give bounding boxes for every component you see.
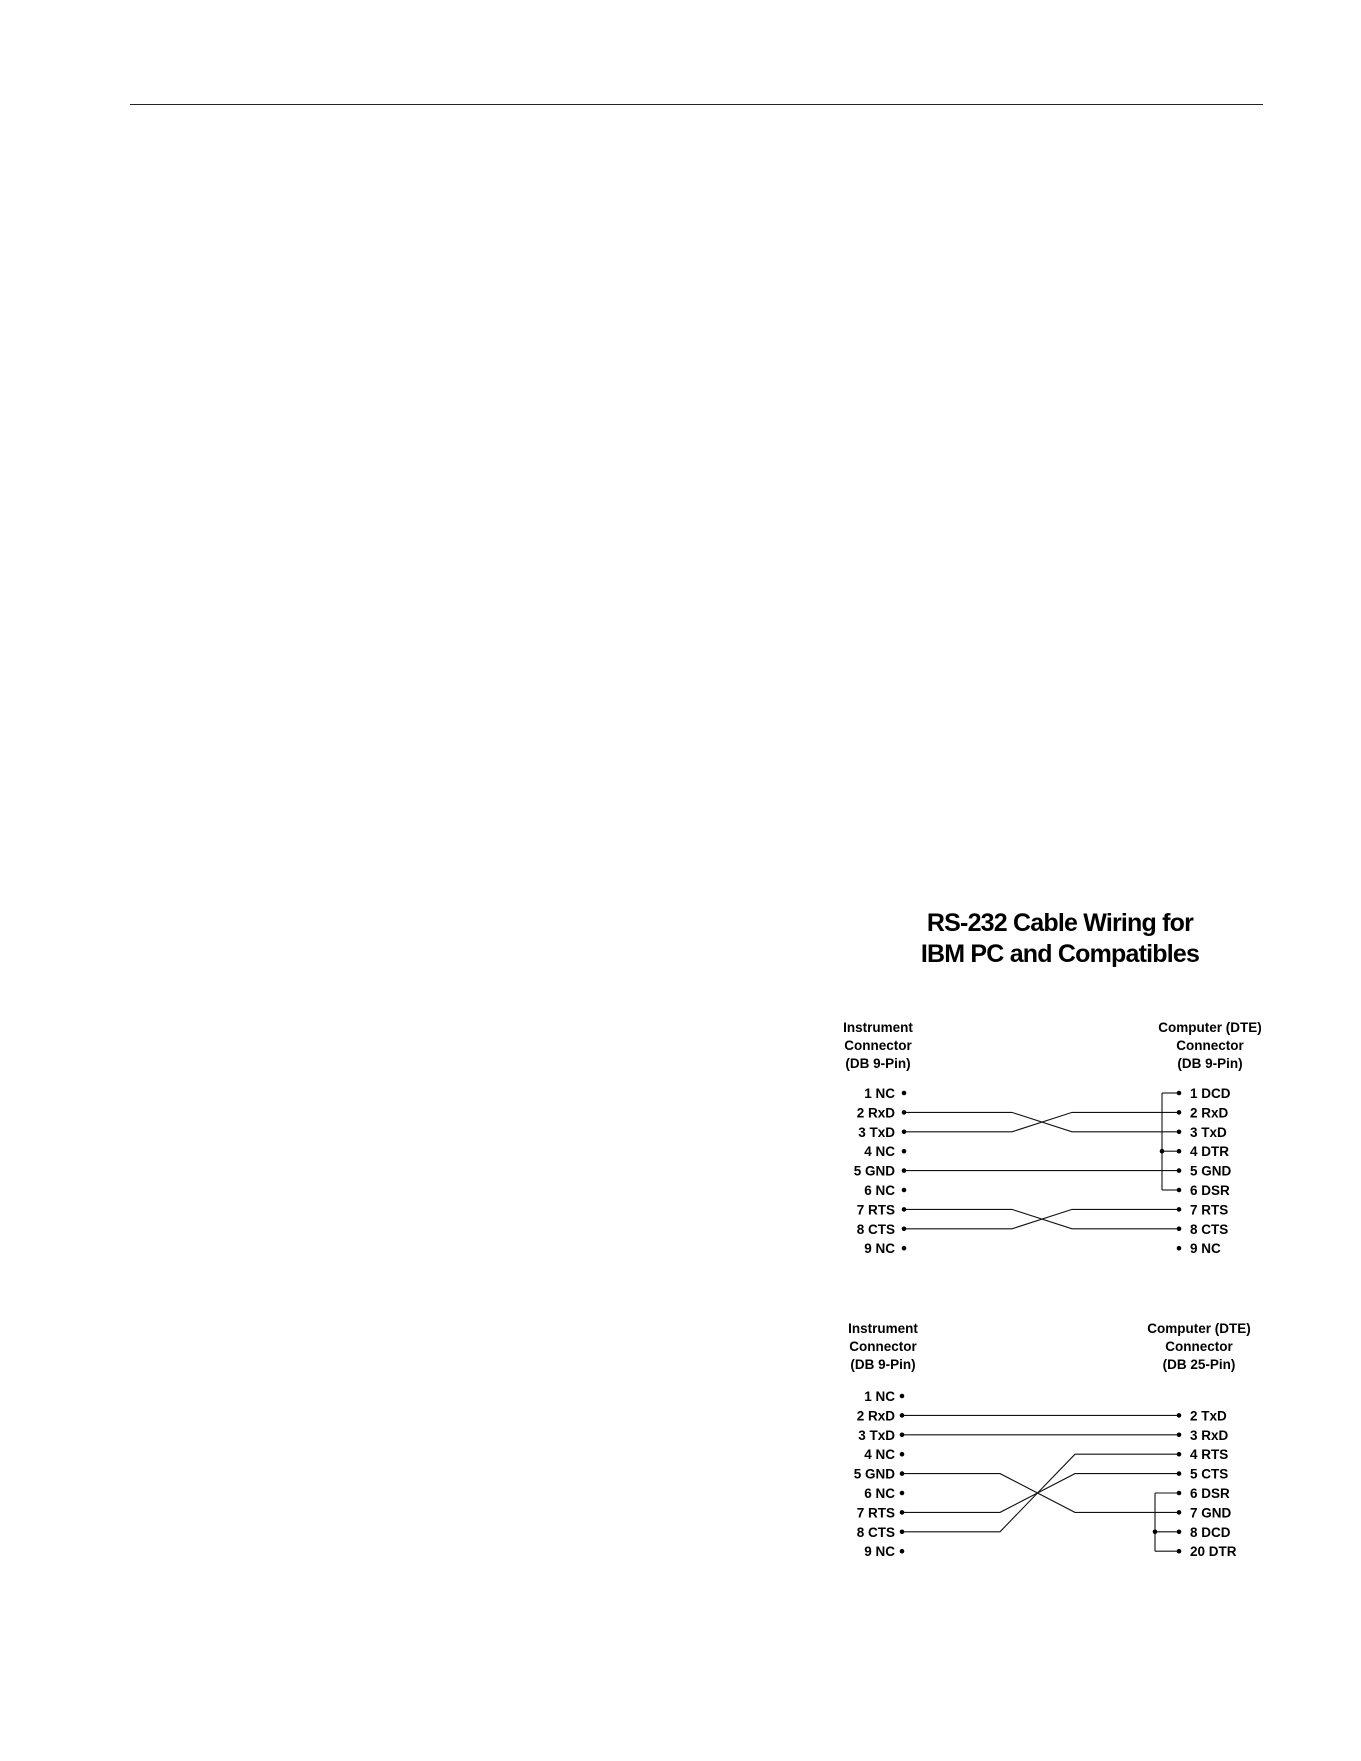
diagram-2-right-pin-label: 5 CTS — [1190, 1466, 1229, 1482]
diagram-1-left-pin-label: 7 RTS — [856, 1202, 895, 1218]
diagram-1-right-pin-2-rxd-dot — [1177, 1110, 1182, 1115]
diagram-1-left-pin-9-nc-dot — [902, 1246, 907, 1251]
diagram-2-right-header-line: (DB 25-Pin) — [1162, 1357, 1236, 1372]
diagram-1-left-pin-6-nc-dot — [902, 1188, 907, 1193]
diagram-2-right-pin-label: 6 DSR — [1190, 1486, 1230, 1501]
diagram-1-right-pin-9-nc-dot — [1177, 1246, 1182, 1251]
diagram-2-left-pin-3-txd-dot — [900, 1433, 905, 1438]
diagram-1-left-pin-label: 1 NC — [864, 1086, 895, 1101]
diagram-1-left-pin-label: 3 TxD — [858, 1124, 895, 1140]
diagram-1-left-pin-2-rxd-dot — [902, 1110, 907, 1115]
diagram-1-left-pin-5-gnd-dot — [902, 1168, 907, 1173]
diagram-1-left-header-line: Connector — [844, 1038, 912, 1053]
diagram-1-right-pin-label: 5 GND — [1190, 1163, 1232, 1179]
diagram-1-left-pin-8-cts-dot — [902, 1227, 907, 1232]
diagram-2-right-header-line: Connector — [1165, 1339, 1233, 1354]
diagram-1-right-pin-label: 3 TxD — [1190, 1124, 1227, 1140]
diagram-2-right-header-line: Computer (DTE) — [1147, 1321, 1251, 1336]
diagram-1-right-pin-1-dcd-dot — [1177, 1091, 1182, 1096]
diagram-1-right-pin-5-gnd-dot — [1177, 1168, 1182, 1173]
diagram-2-left-pin-label: 9 NC — [864, 1544, 895, 1560]
diagram-2-right-pin-label: 8 DCD — [1190, 1524, 1231, 1540]
diagram-2-right-pin-4-rts-dot — [1177, 1452, 1182, 1457]
diagram-1-jumper-junction-4-dtr — [1160, 1149, 1165, 1154]
diagram-2-left-pin-4-nc-dot — [900, 1452, 905, 1457]
diagram-1-left-pin-7-rts-dot — [902, 1207, 907, 1212]
title-line-2: IBM PC and Compatibles — [920, 940, 1200, 968]
diagram-2-left-pin-5-gnd-dot — [900, 1471, 905, 1476]
diagram-2-left-pin-7-rts-dot — [900, 1510, 905, 1515]
diagram-1-right-pin-7-rts-dot — [1177, 1207, 1182, 1212]
diagram-2-right-pin-20-dtr-dot — [1177, 1549, 1182, 1554]
diagram-2-left-pin-6-nc-dot — [900, 1491, 905, 1496]
diagram-2-left-pin-label: 6 NC — [864, 1486, 895, 1501]
diagram-2-jumper-junction-8-dcd — [1153, 1530, 1158, 1535]
diagram-1-right-pin-label: 2 RxD — [1190, 1105, 1229, 1121]
diagram-2-left-pin-label: 5 GND — [853, 1466, 895, 1482]
diagram-1-right-pin-3-txd-dot — [1177, 1130, 1182, 1135]
diagram-2-left-header-line: Connector — [849, 1339, 917, 1354]
diagram-2-left-pin-label: 1 NC — [864, 1389, 895, 1404]
diagram-2-right-pin-2-txd-dot — [1177, 1413, 1182, 1418]
diagram-1-right-pin-label: 6 DSR — [1190, 1183, 1230, 1198]
diagram-2-left-pin-label: 3 TxD — [858, 1427, 895, 1443]
diagram-2-right-pin-label: 4 RTS — [1190, 1447, 1229, 1463]
diagram-2-wire-5-gnd-to-7-gnd — [904, 1474, 1177, 1513]
diagram-1-left-pin-4-nc-dot — [902, 1149, 907, 1154]
diagram-1-right-pin-label: 9 NC — [1190, 1241, 1221, 1257]
title-line-1: RS-232 Cable Wiring for — [926, 909, 1194, 937]
diagram-1-left-pin-label: 2 RxD — [856, 1105, 895, 1121]
diagram-2-left-pin-label: 4 NC — [864, 1447, 895, 1463]
diagram-1-right-pin-label: 7 RTS — [1190, 1202, 1229, 1218]
diagram-2-right-pin-8-dcd-dot — [1177, 1530, 1182, 1535]
diagram-2-wire-8-cts-to-4-rts — [904, 1454, 1177, 1532]
diagram-2-left-pin-8-cts-dot — [900, 1530, 905, 1535]
diagram-1-left-header-line: (DB 9-Pin) — [845, 1056, 911, 1071]
diagram-1-left-pin-label: 9 NC — [864, 1241, 895, 1257]
diagram-1-left-header-line: Instrument — [843, 1020, 913, 1035]
diagram-2-left-pin-label: 7 RTS — [856, 1505, 895, 1521]
diagram-2-wire-7-rts-to-5-cts — [904, 1474, 1177, 1513]
diagram-1-right-pin-label: 4 DTR — [1190, 1144, 1230, 1160]
diagram-1-wire-8-cts-to-7-rts — [906, 1209, 1177, 1228]
diagram-2-right-pin-6-dsr-dot — [1177, 1491, 1182, 1496]
diagram-2-left-header-line: (DB 9-Pin) — [850, 1357, 916, 1372]
diagram-2-left-pin-2-rxd-dot — [900, 1413, 905, 1418]
diagram-2-right-pin-label: 7 GND — [1190, 1505, 1232, 1521]
diagram-1-left-pin-label: 4 NC — [864, 1144, 895, 1160]
diagram-1-right-pin-6-dsr-dot — [1177, 1188, 1182, 1193]
diagram-2-right-pin-label: 3 RxD — [1190, 1427, 1229, 1443]
diagram-1-right-header-line: Computer (DTE) — [1158, 1020, 1262, 1035]
diagram-2-left-pin-label: 8 CTS — [856, 1524, 895, 1540]
diagram-2-right-pin-3-rxd-dot — [1177, 1433, 1182, 1438]
diagram-2-right-pin-label: 2 TxD — [1190, 1408, 1227, 1424]
diagram-2-left-pin-label: 2 RxD — [856, 1408, 895, 1424]
diagram-2-right-pin-7-gnd-dot — [1177, 1510, 1182, 1515]
diagram-1-right-pin-8-cts-dot — [1177, 1227, 1182, 1232]
diagram-1-right-pin-label: 8 CTS — [1190, 1221, 1229, 1237]
diagram-1-right-header-line: Connector — [1176, 1038, 1244, 1053]
diagram-1-left-pin-label: 5 GND — [853, 1163, 895, 1179]
diagram-2-left-header-line: Instrument — [848, 1321, 918, 1336]
diagram-1-left-pin-3-txd-dot — [902, 1130, 907, 1135]
diagram-2-left-pin-1-nc-dot — [900, 1394, 905, 1399]
diagram-2-left-pin-9-nc-dot — [900, 1549, 905, 1554]
diagram-1-right-pin-label: 1 DCD — [1190, 1086, 1231, 1101]
diagram-1-wire-3-txd-to-2-rxd — [906, 1112, 1177, 1131]
diagram-1-right-pin-4-dtr-dot — [1177, 1149, 1182, 1154]
diagram-2-right-pin-5-cts-dot — [1177, 1471, 1182, 1476]
diagram-1-left-pin-1-nc-dot — [902, 1091, 907, 1096]
diagram-2-right-pin-label: 20 DTR — [1190, 1544, 1237, 1560]
diagram-1-right-header-line: (DB 9-Pin) — [1177, 1056, 1243, 1071]
diagram-1-left-pin-label: 6 NC — [864, 1183, 895, 1198]
diagram-1-left-pin-label: 8 CTS — [856, 1221, 895, 1237]
